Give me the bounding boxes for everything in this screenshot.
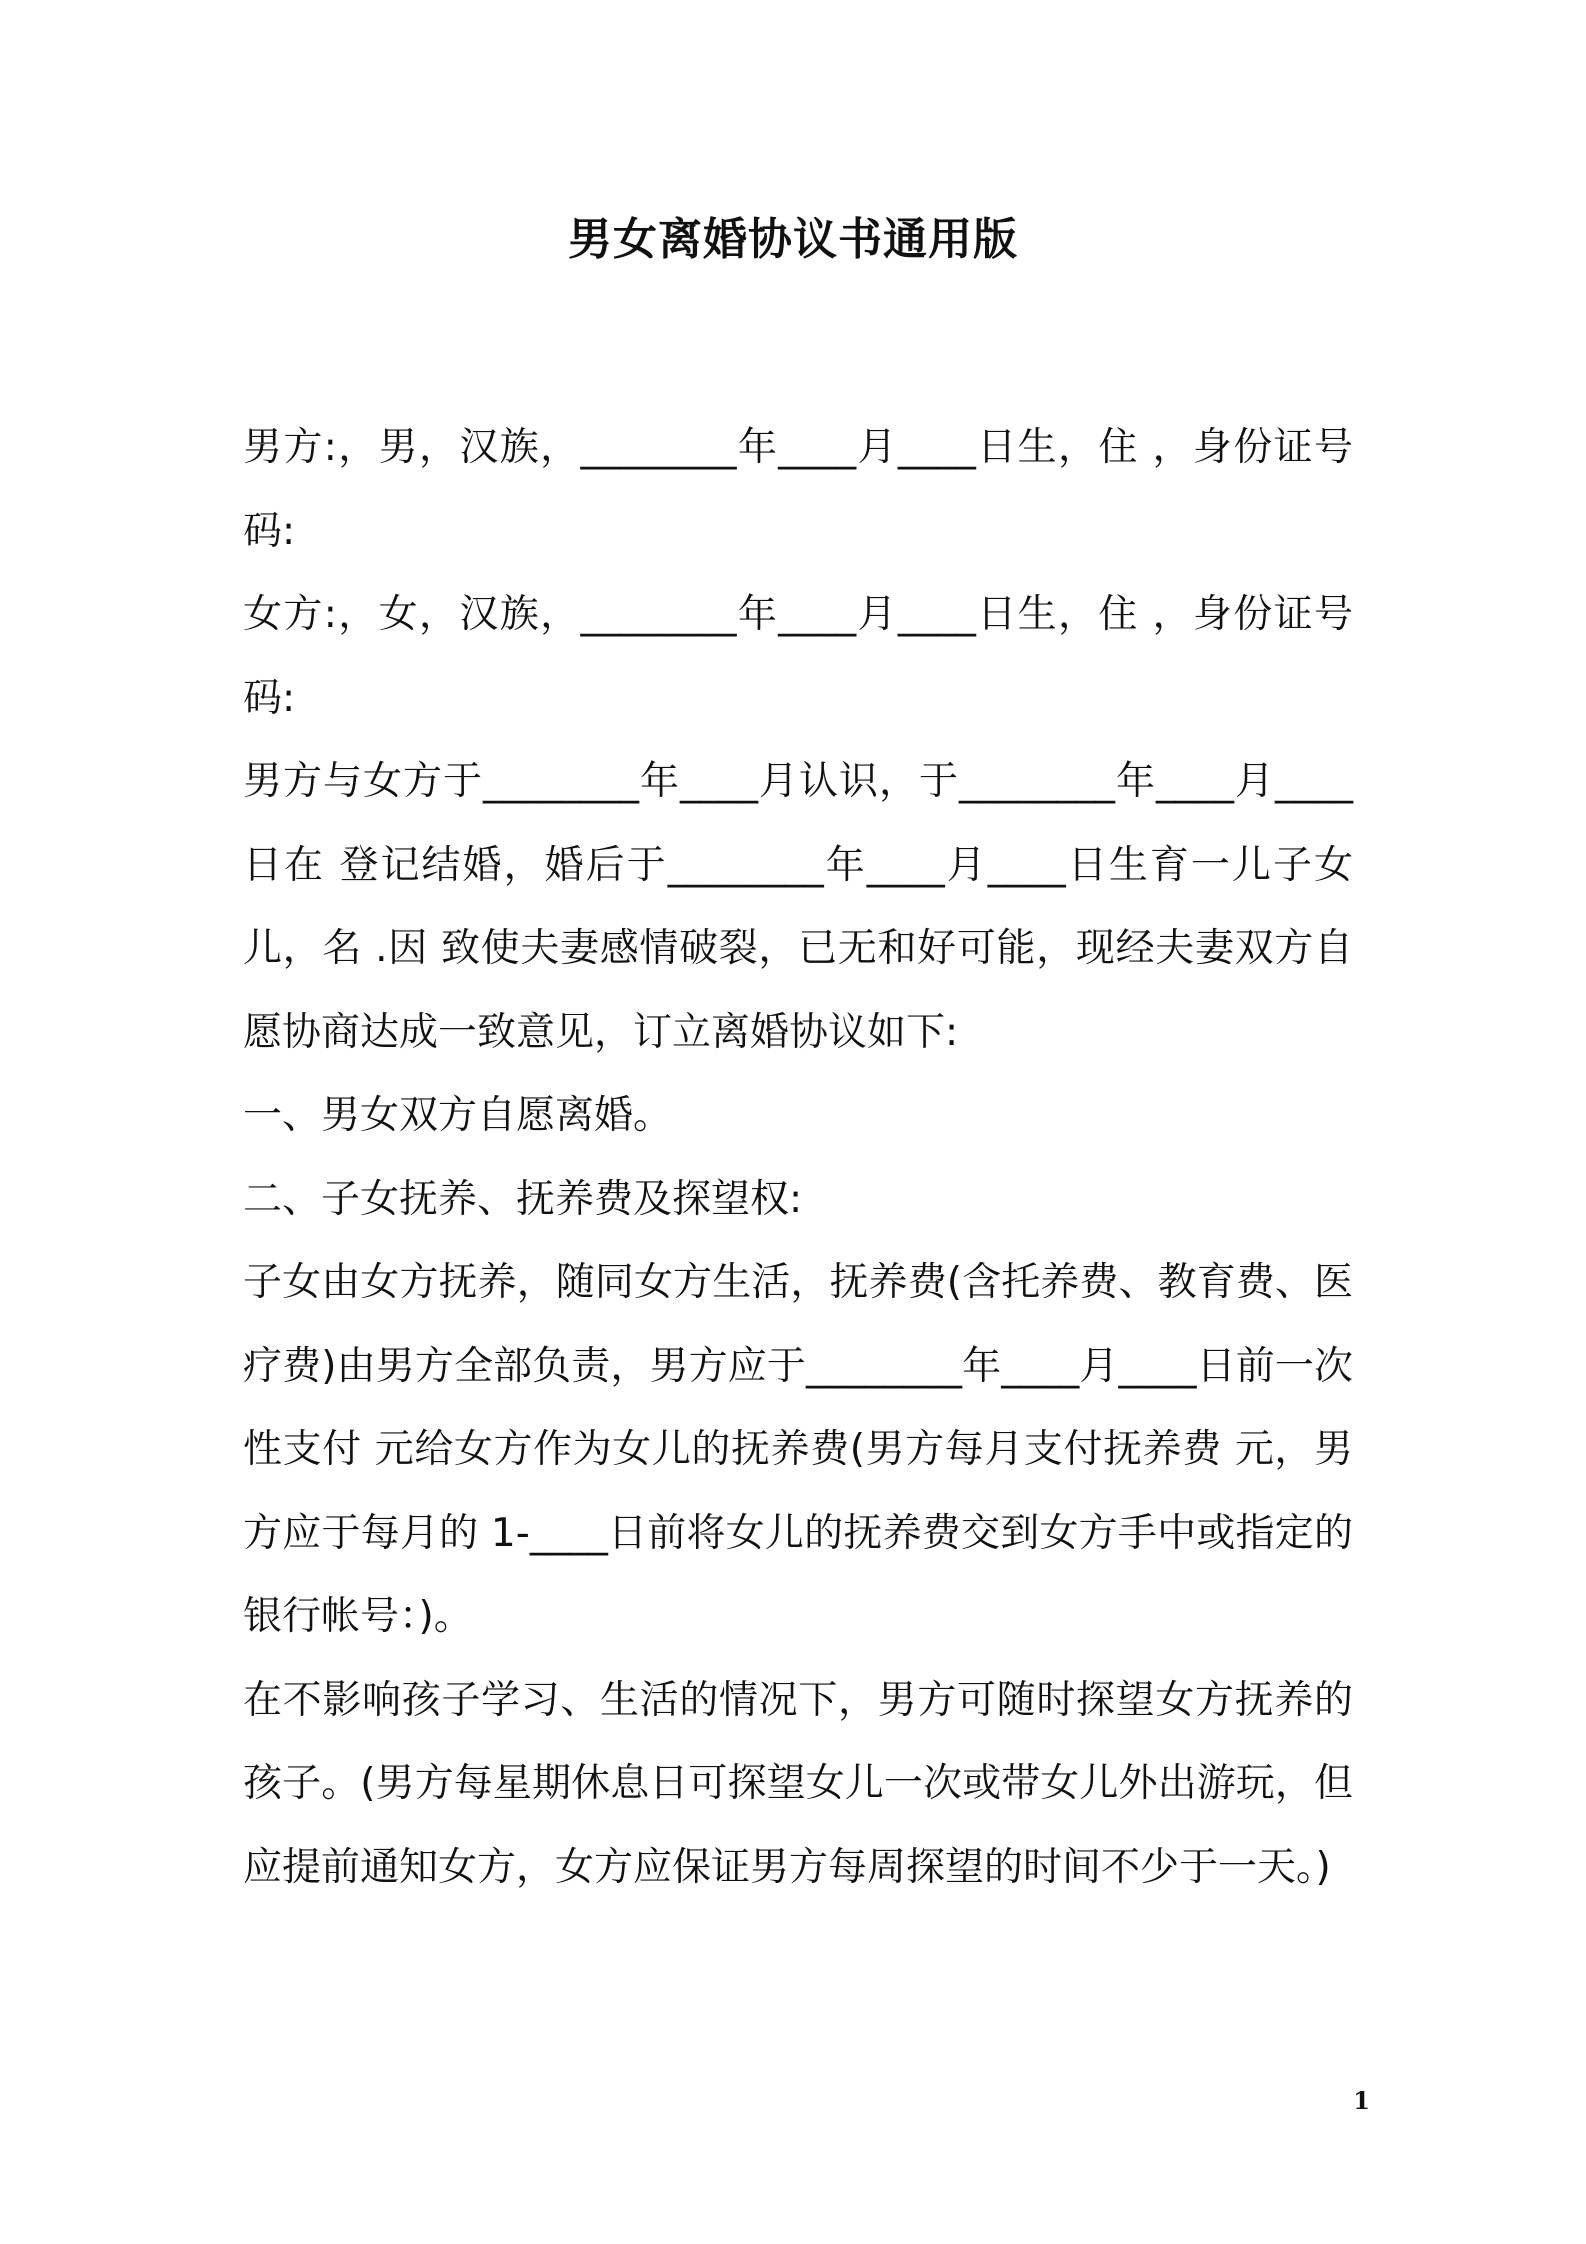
document-body [243,406,1353,1909]
paragraph-male-party: 男方:，男，汉族，________年____月____日生，住 ，身份证号码: [243,425,1353,554]
document-title: 男女离婚协议书通用版 [568,214,1018,265]
paragraph-child-support: 子女由女方抚养，随同女方生活，抚养费(含托养费、教育费、医疗费)由男方全部负责，男方应于________年____月____日前一次性支付 元给女方作为女儿的抚养费(男方每月支付抚养费 元，男方应于每月的 1-____日前将女儿的抚养费交到女方手中或指定的银行帐号：)。 [243,1260,1353,1639]
paragraph-marriage-background: 男方与女方于________年____月认识，于________年____月____日在 登记结婚，婚后于________年____月____日生育一儿子女儿，名 .因 致使夫妻感情破裂，已无和好可能，现经夫妻双方自愿协商达成一致意见，订立离婚协议如下: [243,759,1353,1055]
clause-2-heading: 二、子女抚养、抚养费及探望权: [243,1176,803,1222]
paragraph-visitation: 在不影响孩子学习、生活的情况下，男方可随时探望女方抚养的孩子。(男方每星期休息日可探望女儿一次或带女儿外出游玩，但应提前通知女方，女方应保证男方每周探望的时间不少于一天。) [243,1677,1353,1890]
page-number: 1 [1353,2086,1370,2115]
clause-1-divorce: 一、男女双方自愿离婚。 [243,1093,673,1138]
paragraph-female-party: 女方:，女，汉族，________年____月____日生，住 ，身份证号码: [243,592,1353,721]
